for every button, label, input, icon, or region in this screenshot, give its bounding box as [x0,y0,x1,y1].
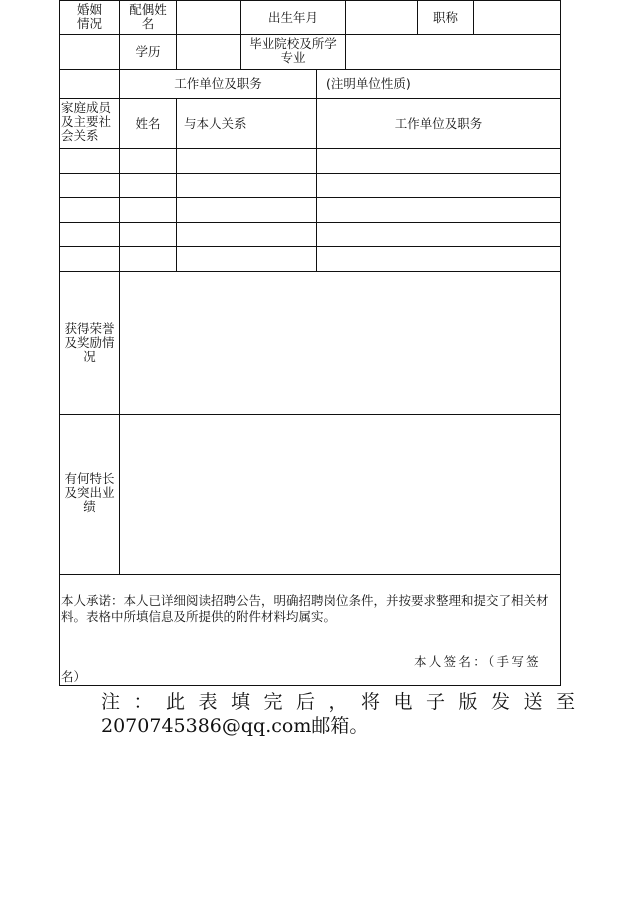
school-major-label: 毕业院校及所学 专业 [249,36,337,65]
work-row-left-cell[interactable] [60,70,118,97]
education-field[interactable] [177,35,239,68]
row2-bottom [59,69,561,70]
table-right-border [560,0,561,686]
school-major-field[interactable] [346,35,559,68]
row3-divider-b [316,69,317,98]
signature-field[interactable] [120,640,400,684]
education-label: 学历 [135,44,161,59]
family-row1-bottom [59,173,561,174]
submission-note-line2: 2070745386@qq.com邮箱。 [101,715,369,737]
family-col-work: 工作单位及职务 [394,116,483,131]
marital-status-field[interactable] [60,35,118,68]
birth-date-label: 出生年月 [267,10,318,25]
row3-bottom [59,98,561,99]
marital-status-label: 婚姻 情况 [76,2,102,31]
work-unit-position-label: 工作单位及职务 [174,76,262,91]
professional-title-field[interactable] [474,1,559,33]
work-unit-nature-note: (注明单位性质) [326,76,411,91]
family-row4-bottom [59,246,561,247]
family-row3-bottom [59,222,561,223]
family-header-bottom [59,148,561,149]
pledge-text: 本人承诺：本人已详细阅读招聘公告，明确招聘岗位条件，并按要求整理和提交了相关材料。表格中所填信息及所提供的附件材料均属实。 [61,593,549,624]
skills-achievements-field[interactable] [120,415,559,573]
family-divider-b [176,98,177,271]
birth-date-field[interactable] [346,1,416,33]
family-row2-bottom [59,197,561,198]
family-col-name: 姓名 [135,116,161,131]
signature-prompt: 本人签名：（手写签 [414,654,541,669]
skills-bottom [59,574,561,575]
professional-title-label: 职称 [432,10,458,25]
family-members-label: 家庭成员 及主要社 会关系 [61,100,112,143]
signature-prompt-end: 名） [61,669,87,684]
honors-awards-field[interactable] [120,272,559,413]
family-col-relation: 与本人关系 [184,116,247,131]
table-bottom-border [59,685,561,686]
submission-note-line1: 注：此表填完后，将电子版发送至 [101,691,589,713]
honors-awards-label: 获得荣誉 及奖励情 况 [64,321,115,364]
spouse-name-label: 配偶姓 名 [129,2,167,31]
spouse-name-field[interactable] [177,1,239,33]
skills-achievements-label: 有何特长 及突出业 绩 [64,471,115,514]
